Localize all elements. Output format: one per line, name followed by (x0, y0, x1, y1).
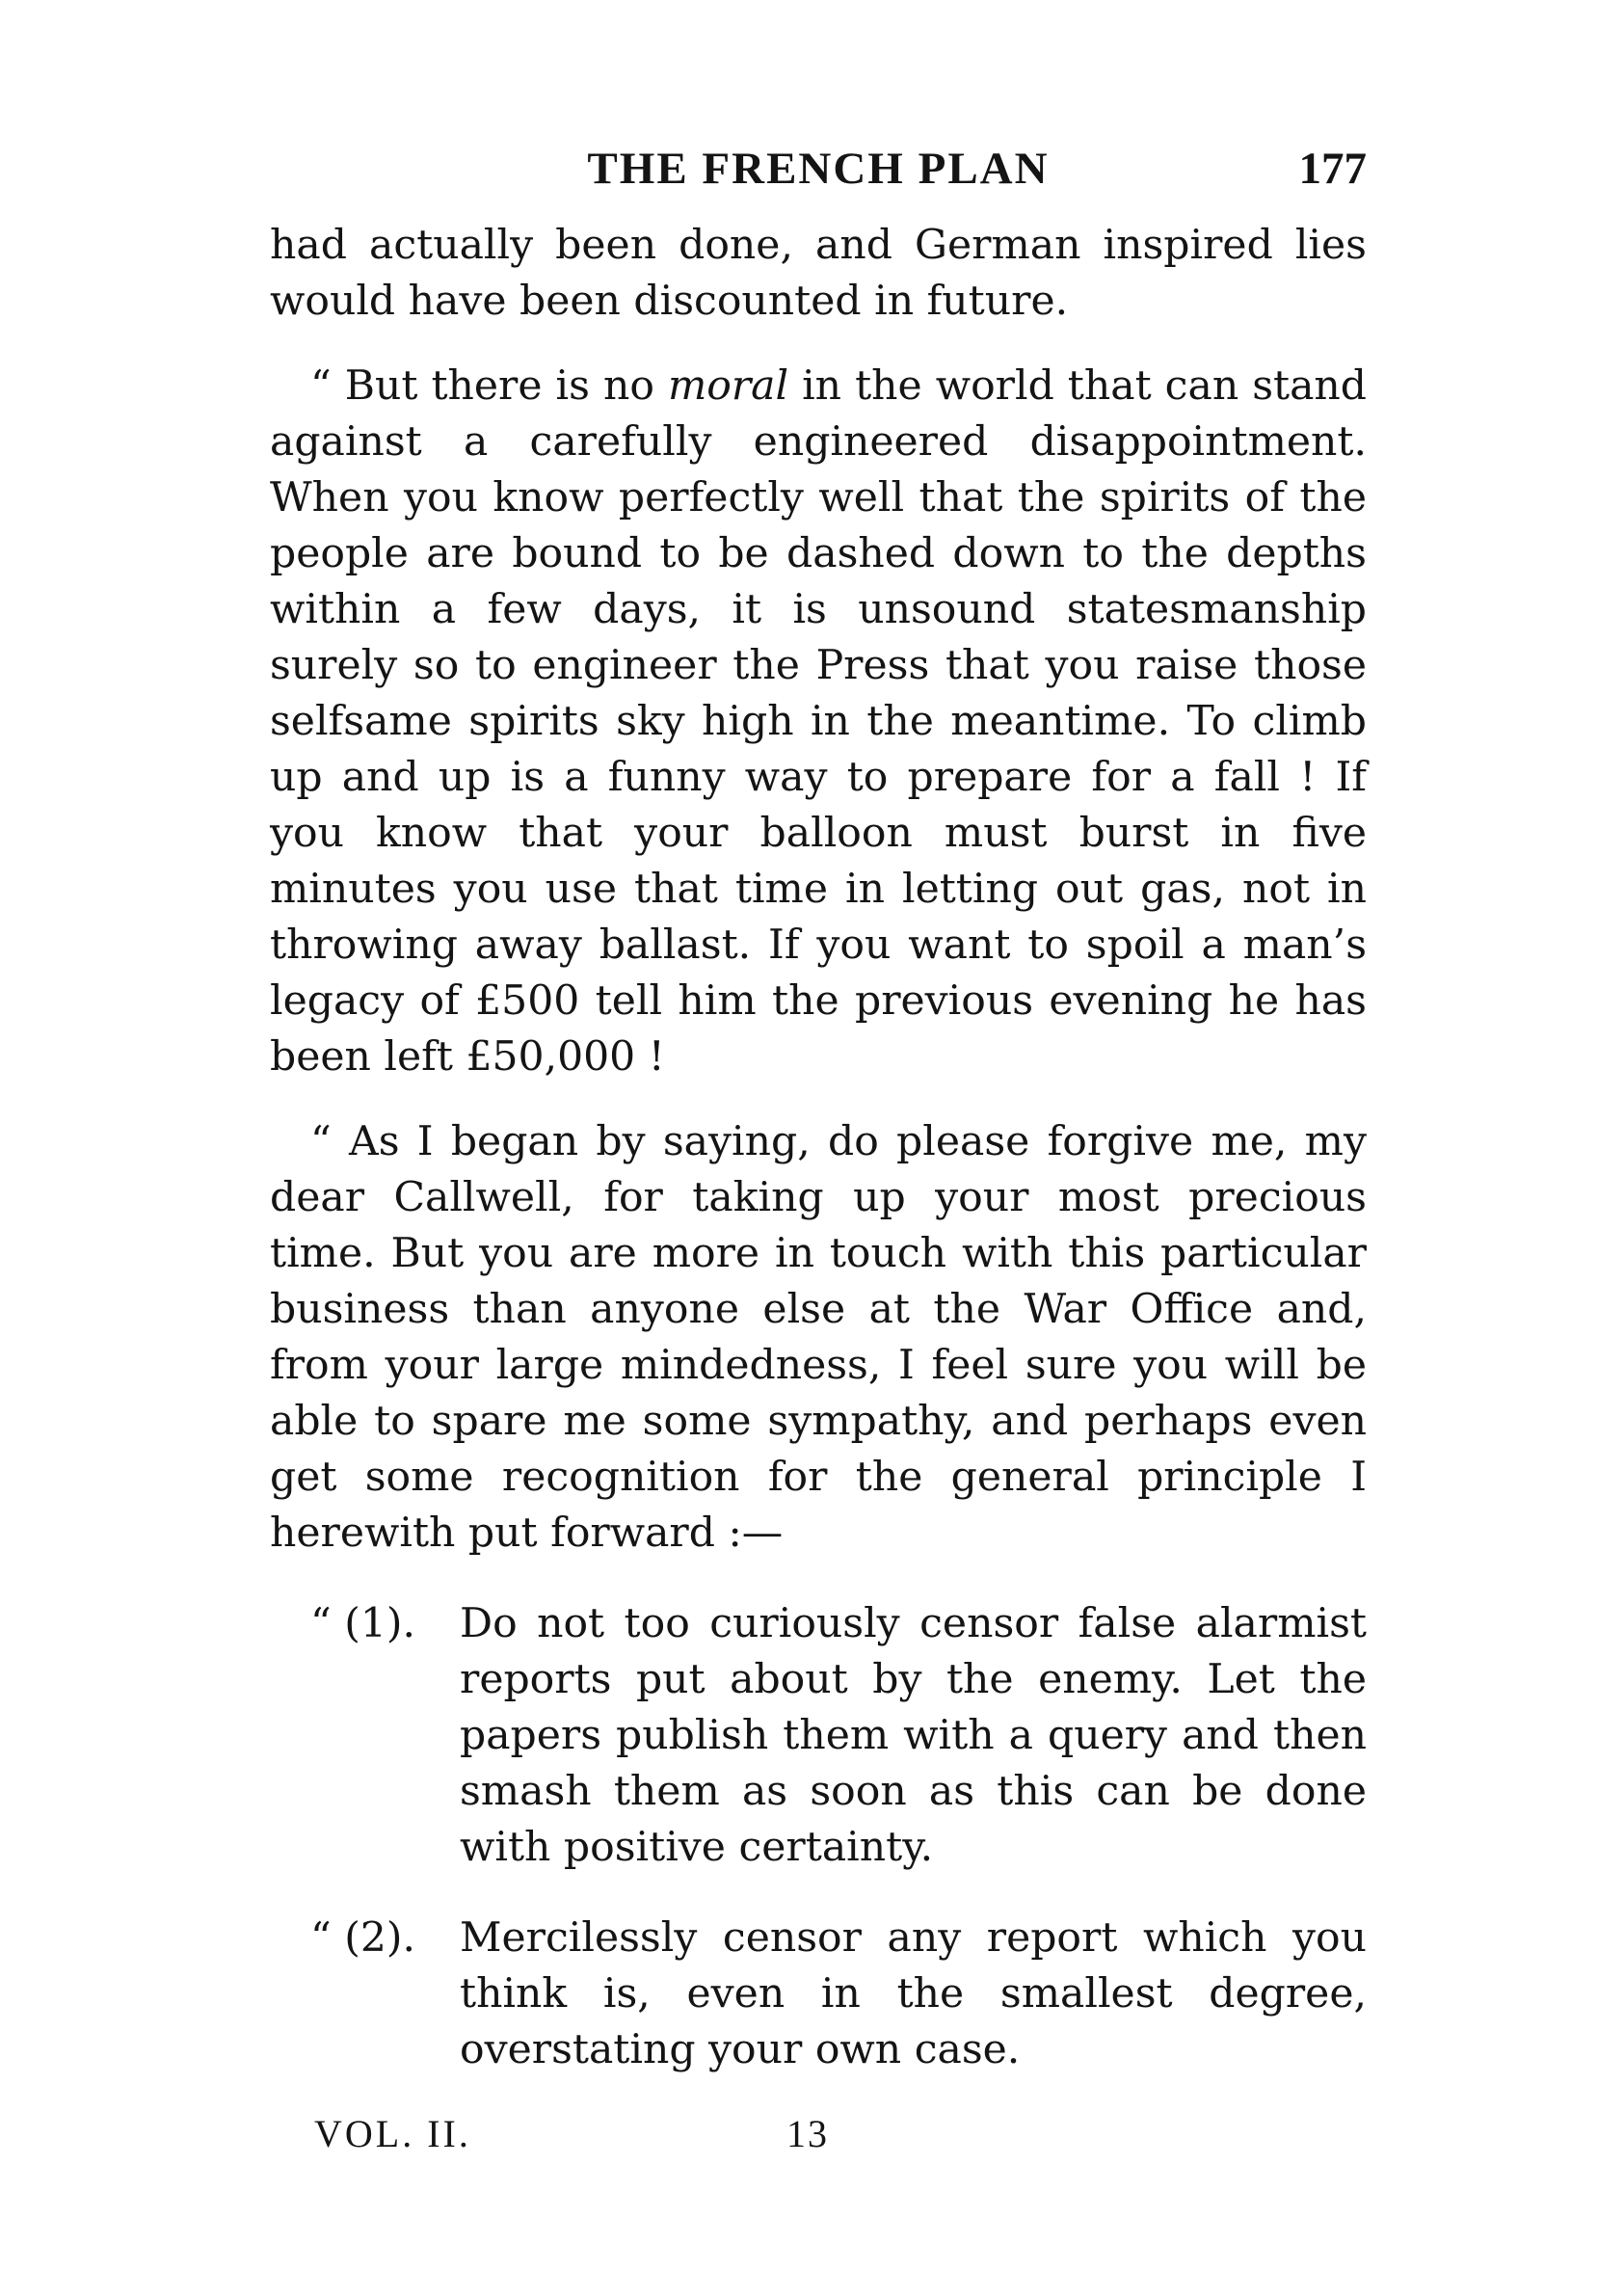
paragraph (270, 218, 1367, 330)
numbered-item (270, 1911, 1367, 2078)
volume-signature: VOL. II. (314, 2112, 471, 2155)
item-number: “ (1). (310, 1600, 415, 1647)
paragraph (270, 1114, 1367, 1562)
running-title: THE FRENCH PLAN (587, 144, 1050, 194)
paragraph-text: in the world that can stand against a carefully engineered disappointment. When you know perfectly well that the spirits of the people are bound to be dashed down to the depths within a few days, it is unsound statesmanship surely so to engineer the Press that you raise those selfsame spirits sky high in the meantime. To climb up and up is a funny way to prepare for a fall ! If you know that your balloon must burst in five minutes you use that time in letting out gas, not in throwing away ballast. If you want to spoil a man’s legacy of £500 tell him the previous evening he has been left £50,000 ! (270, 362, 1368, 1081)
running-header (270, 143, 1367, 200)
item-text: Do not too curiously censor false alarmist reports put about by the enemy. Let the papers publish them with a query and then smash them as soon as this can be done with positive certainty. (460, 1600, 1367, 1871)
paragraph (270, 359, 1367, 1085)
body-text (270, 218, 1367, 2078)
page-number: 177 (1298, 144, 1367, 194)
item-number: “ (2). (310, 1914, 415, 1962)
emphasis-text: moral (667, 362, 789, 410)
numbered-item (270, 1596, 1367, 1876)
item-text: Mercilessly censor any report which you think is, even in the smallest degree, overstating your own case. (460, 1914, 1367, 2073)
paragraph-text: had actually been done, and German inspired lies would have been discounted in future. (270, 222, 1367, 325)
paragraph-text: “ As I began by saying, do please forgive me, my dear Callwell, for taking up your most precious time. But you are more in touch with this particular business than anyone else at the War Office and, from your large mindedness, I feel sure you will be able to spare me some sympathy, and perhaps even get some recognition for the general principle I herewith put forward :— (270, 1118, 1367, 1557)
signature-mark: 13 (786, 2112, 829, 2155)
paragraph-text: “ But there is no (310, 362, 668, 410)
